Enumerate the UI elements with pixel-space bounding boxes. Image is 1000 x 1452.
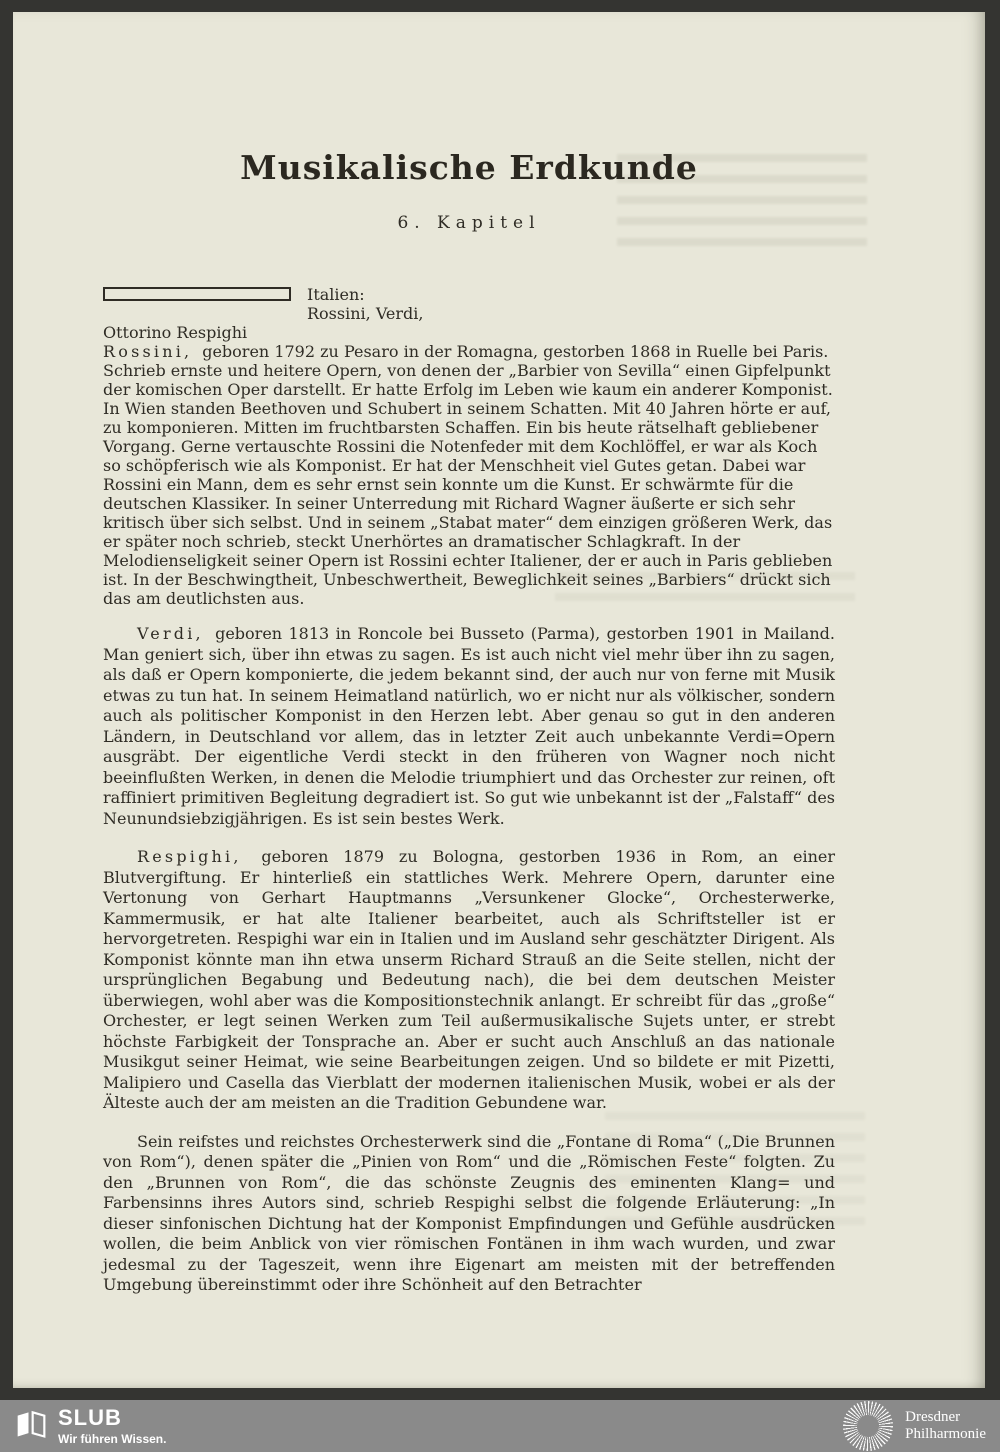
slub-tagline: Wir führen Wissen.	[58, 1432, 167, 1446]
starburst-icon	[843, 1401, 893, 1451]
philharmonie-name-line2: Philharmonie	[905, 1426, 986, 1442]
body-text	[103, 285, 835, 1296]
philharmonie-wordmark	[905, 1409, 986, 1443]
paragraph-fontane	[103, 1132, 835, 1296]
paragraph-lead: Rossini,	[103, 342, 193, 361]
paragraph-lead: Verdi,	[137, 624, 204, 643]
paragraph-text: Sein reifstes und reichstes Orchesterwerk sind die „Fontane di Roma“ („Die Brunnen von Rom“), denen später die „Pinien von Rom“ und die „Römischen Feste“ folgten. Zu den „Brunnen von Rom“, die das schönste Zeugnis des eminenten Klang= und Farbensinns ihres Autors sind, schrieb Respighi selbst die folgende Erläuterung: „In dieser sinfonischen Dichtung hat der Komponist Empfindungen und Gefühle ausdrücken wollen, die beim Anblick von vier römischen Fontänen in ihm wach wurden, und zwar jedesmal zu der Tageszeit, wenn ihre Eigenart am meisten mit der betreffenden Umgebung übereinstimmt oder ihre Schönheit auf den Betrachter	[103, 1131, 835, 1294]
paragraph-respighi	[103, 847, 835, 1114]
chapter-heading: 6. Kapitel	[397, 213, 541, 233]
margin-note-line: Italien:	[307, 285, 365, 304]
watermark-footer-bar	[0, 1400, 1000, 1452]
philharmonie-logo	[843, 1401, 1000, 1451]
text-column	[103, 12, 835, 1314]
philharmonie-name-line1: Dresdner	[905, 1409, 961, 1425]
margin-note-line: Ottorino Respighi	[103, 323, 248, 342]
margin-note-line: Rossini, Verdi,	[307, 304, 424, 323]
paragraph-text: geboren 1813 in Roncole bei Busseto (Parma), gestorben 1901 in Mailand. Man geniert sich, über ihn etwas zu sagen. Es ist auch nicht viel mehr über ihn zu sagen, als daß er Opern komponierte, die jedem bekannt sind, der auch nur von ferne mit Musik etwas zu tun hat. In seinem Heimatland natürlich, wo er nicht nur als völkischer, sondern auch als politischer Komponist in den Herzen lebt. Aber genau so gut in den anderen Ländern, in Deutschland vor allem, das in letzter Zeit auch unbekannte Verdi=Opern ausgräbt. Der eigentliche Verdi steckt in den früheren von Wagner noch nicht beeinflußten Werken, in denen die Melodie triumphiert und das Orchester zur reinen, oft raffiniert primitiven Begleitung degradiert ist. So gut wie unbekannt ist der „Falstaff“ des Neunundsiebzigjährigen. Es ist sein bestes Werk.	[103, 624, 835, 828]
slub-book-icon	[16, 1410, 46, 1442]
slub-logo	[0, 1407, 166, 1445]
paragraph-text: geboren 1879 zu Bologna, gestorben 1936 in Rom, an einer Blutvergiftung. Er hinterließ ein stattliches Werk. Mehrere Opern, darunter eine Vertonung von Gerhart Hauptmanns „Versunkener Glocke“, Orchesterwerke, Kammermusik, er hat alte Italiener bearbeitet, auch als Schriftsteller ist er hervorgetreten. Respighi war ein in Italien und im Ausland sehr geschätzter Dirigent. Als Komponist könnte man ihn etwa unserm Richard Strauß an die Seite stellen, nicht der ursprünglichen Begabung und Bedeutung nach), die bei dem deutschen Meister überwiegen, wohl aber was die Kompositionstechnik anlangt. Er schreibt für das „große“ Orchester, er legt seinen Werken zum Teil außermusikalische Sujets unter, er strebt höchste Farbigkeit der Tonsprache an. Aber er sucht auch Anschluß an das nationale Musikgut seiner Heimat, wie seine Bearbeitungen zeigen. Und so bildete er mit Pizetti, Malipiero und Casella das Vierblatt der modernen italienischen Musik, wobei er als der Älteste auch der am meisten an die Tradition Gebundene war.	[103, 847, 835, 1112]
page-title: Musikalische Erdkunde	[240, 148, 698, 187]
paragraph-verdi	[103, 624, 835, 829]
paragraph-text: geboren 1792 zu Pesaro in der Romagna, gestorben 1868 in Ruelle bei Paris. Schrieb ernste und heitere Opern, von denen der „Barbier von Sevilla“ einen Gipfelpunkt der komischen Oper darstellt. Er hatte Erfolg im Leben wie kaum ein anderer Komponist. In Wien standen Beethoven und Schubert in seinem Schatten. Mit 40 Jahren hörte er auf, zu komponieren. Mitten im fruchtbarsten Schaffen. Ein bis heute rätselhaft gebliebener Vorgang. Gerne vertauschte Rossini die Notenfeder mit dem Kochlöffel, er war als Koch so schöpferisch wie als Komponist. Er hat der Menschheit viel Gutes getan. Dabei war Rossini ein Mann, dem es sehr ernst sein konnte um die Kunst. Er schwärmte für die deutschen Klassiker. In seiner Unterredung mit Richard Wagner äußerte er sich sehr kritisch über sich selbst. Und in seinem „Stabat mater“ dem einzigen größeren Werk, das er später noch schrieb, steckt Unerhörtes an dramatischer Schlagkraft. In der Melodienseligkeit seiner Opern ist Rossini echter Italiener, der er auch in Paris geblieben ist. In der Beschwingtheit, Unbeschwertheit, Beweglichkeit seines „Barbiers“ drückt sich das am deutlichsten aus.	[103, 342, 833, 608]
document-page	[13, 12, 985, 1388]
margin-note-box	[103, 287, 291, 301]
slub-wordmark	[58, 1407, 166, 1445]
paragraph-lead: Respighi,	[137, 847, 242, 866]
slub-name: SLUB	[58, 1405, 122, 1430]
